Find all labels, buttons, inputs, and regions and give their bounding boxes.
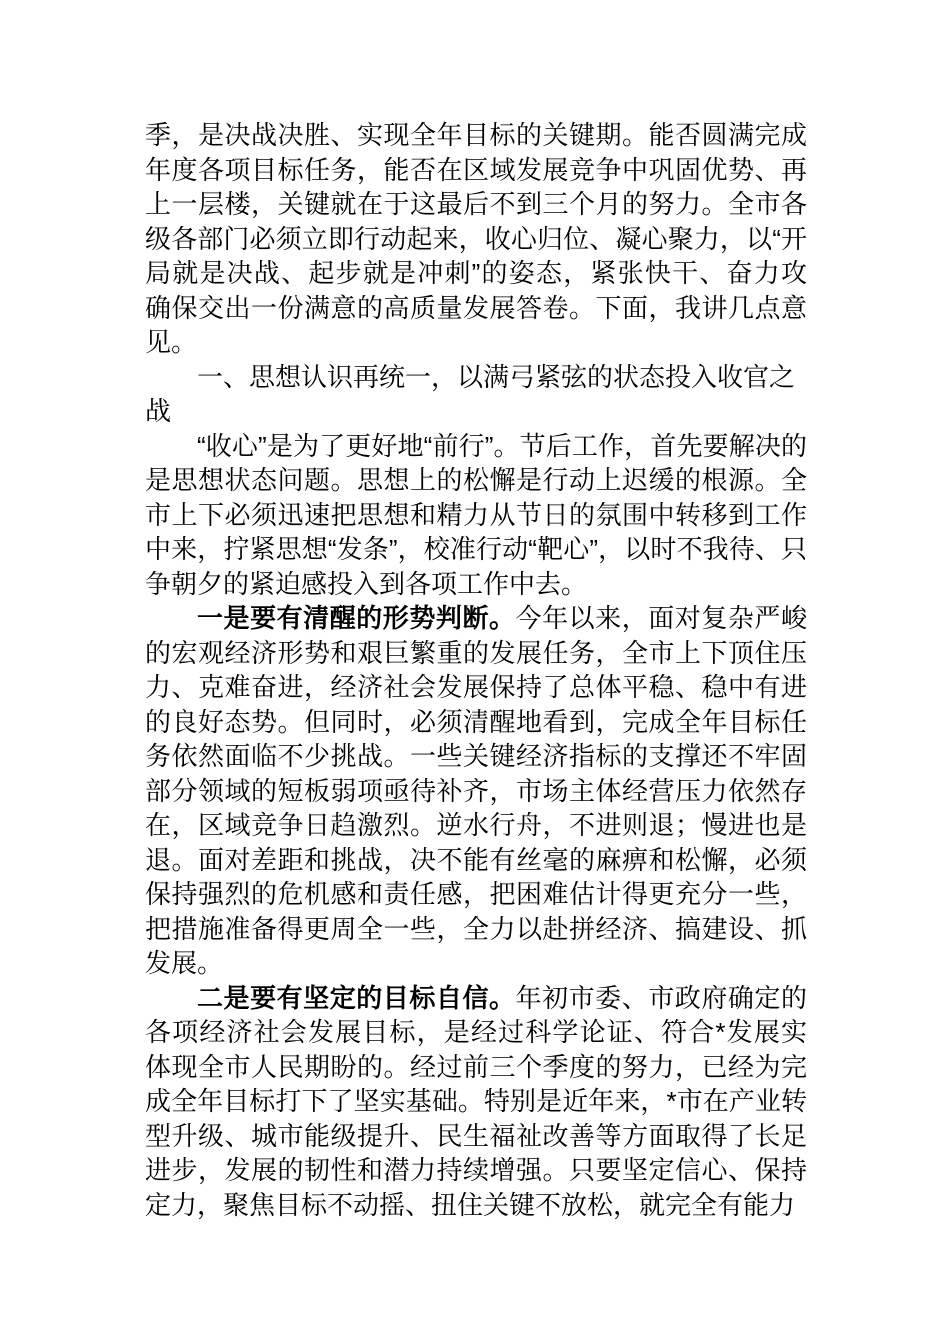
- text-line: [145, 394, 807, 429]
- paragraph: [145, 981, 807, 1223]
- text-line: [145, 153, 807, 188]
- line-text: 是思想状态问题。思想上的松懈是行动上迟缓的根源。全: [145, 465, 807, 495]
- text-line: [145, 636, 807, 671]
- text-line: [145, 429, 807, 464]
- text-line: [145, 946, 807, 981]
- bold-lead: 一是要有清醒的形势判断。: [197, 603, 516, 633]
- text-line: [145, 601, 807, 636]
- text-line: [145, 981, 807, 1016]
- line-text: 市上下必须迅速把思想和精力从节日的氛围中转移到工作: [145, 499, 807, 530]
- line-text: 体现全市人民期盼的。经过前三个季度的努力，已经为完: [145, 1051, 807, 1082]
- line-text: 发展。: [145, 948, 224, 978]
- text-line: [145, 843, 807, 878]
- line-text: 保持强烈的危机感和责任感，把困难估计得更充分一些，: [145, 879, 807, 909]
- text-line: [145, 808, 807, 843]
- line-text: 一、思想认识再统一，以满弓紧弦的状态投入收官之: [197, 361, 796, 392]
- text-line: [145, 118, 807, 153]
- line-text: 务依然面临不少挑战。一些关键经济指标的支撑还不牢固: [145, 741, 807, 771]
- text-line: [145, 670, 807, 705]
- text-line: [145, 325, 807, 360]
- text-line: [145, 1015, 807, 1050]
- paragraph: [145, 601, 807, 981]
- text-line: [145, 705, 807, 740]
- line-text: 型升级、城市能级提升、民生福祉改善等方面取得了长足: [145, 1120, 807, 1151]
- line-text: 进步，发展的韧性和潜力持续增强。只要坚定信心、保持: [145, 1155, 807, 1185]
- text-line: [145, 532, 807, 567]
- text-line: [145, 912, 807, 947]
- text-line: [145, 774, 807, 809]
- line-text: 季，是决战决胜、实现全年目标的关键期。能否圆满完成: [145, 120, 807, 150]
- line-text: 各项经济社会发展目标，是经过科学论证、符合*发展实: [145, 1017, 807, 1047]
- line-text: 的良好态势。但同时，必须清醒地看到，完成全年目标任: [145, 706, 807, 737]
- text-line: [145, 498, 807, 533]
- text-line: [145, 360, 807, 395]
- text-line: [145, 1084, 807, 1119]
- line-text: 成全年目标打下了坚实基础。特别是近年来，*市在产业转: [145, 1086, 807, 1116]
- text-line: [145, 567, 807, 602]
- line-text: 的宏观经济形势和艰巨繁重的发展任务，全市上下顶住压: [145, 637, 807, 668]
- line-text: 级各部门必须立即行动起来，收心归位、凝心聚力，以“开: [145, 223, 807, 254]
- text-line: [145, 1153, 807, 1188]
- line-text: 战: [145, 396, 172, 426]
- paragraph: [145, 118, 807, 360]
- text-line: [145, 187, 807, 222]
- text-line: [145, 739, 807, 774]
- line-text: 力、克难奋进，经济社会发展保持了总体平稳、稳中有进: [145, 672, 807, 702]
- text-line: [145, 222, 807, 257]
- document-page: [145, 118, 807, 1222]
- text-line: [145, 877, 807, 912]
- line-text: 中来，拧紧思想“发条”，校准行动“靶心”，以时不我待、只: [145, 534, 807, 564]
- text-line: [145, 463, 807, 498]
- line-text: 上一层楼，关键就在于这最后不到三个月的努力。全市各: [145, 189, 807, 219]
- line-text: 今年以来，面对复杂严峻: [515, 603, 807, 633]
- text-line: [145, 256, 807, 291]
- line-text: “收心”是为了更好地“前行”。节后工作，首先要解决的: [197, 430, 807, 461]
- section-heading: [145, 360, 807, 429]
- line-text: 把措施准备得更周全一些，全力以赴拼经济、搞建设、抓: [145, 913, 807, 944]
- text-line: [145, 291, 807, 326]
- line-text: 年初市委、市政府确定的: [515, 982, 807, 1013]
- line-text: 部分领域的短板弱项亟待补齐，市场主体经营压力依然存: [145, 775, 807, 806]
- line-text: 在，区域竞争日趋激烈。逆水行舟，不进则退；慢进也是: [145, 810, 807, 840]
- bold-lead: 二是要有坚定的目标自信。: [197, 982, 516, 1013]
- line-text: 见。: [145, 327, 198, 357]
- line-text: 定力，聚焦目标不动摇、扭住关键不放松，就完全有能力: [145, 1189, 796, 1220]
- paragraph: [145, 429, 807, 602]
- line-text: 确保交出一份满意的高质量发展答卷。下面，我讲几点意: [145, 292, 807, 323]
- text-line: [145, 1188, 807, 1223]
- text-line: [145, 1050, 807, 1085]
- line-text: 局就是决战、起步就是冲刺”的姿态，紧张快干、奋力攻: [145, 258, 807, 288]
- line-text: 退。面对差距和挑战，决不能有丝毫的麻痹和松懈，必须: [145, 844, 807, 875]
- line-text: 争朝夕的紧迫感投入到各项工作中去。: [145, 568, 588, 599]
- line-text: 年度各项目标任务，能否在区域发展竞争中巩固优势、再: [145, 154, 807, 185]
- text-line: [145, 1119, 807, 1154]
